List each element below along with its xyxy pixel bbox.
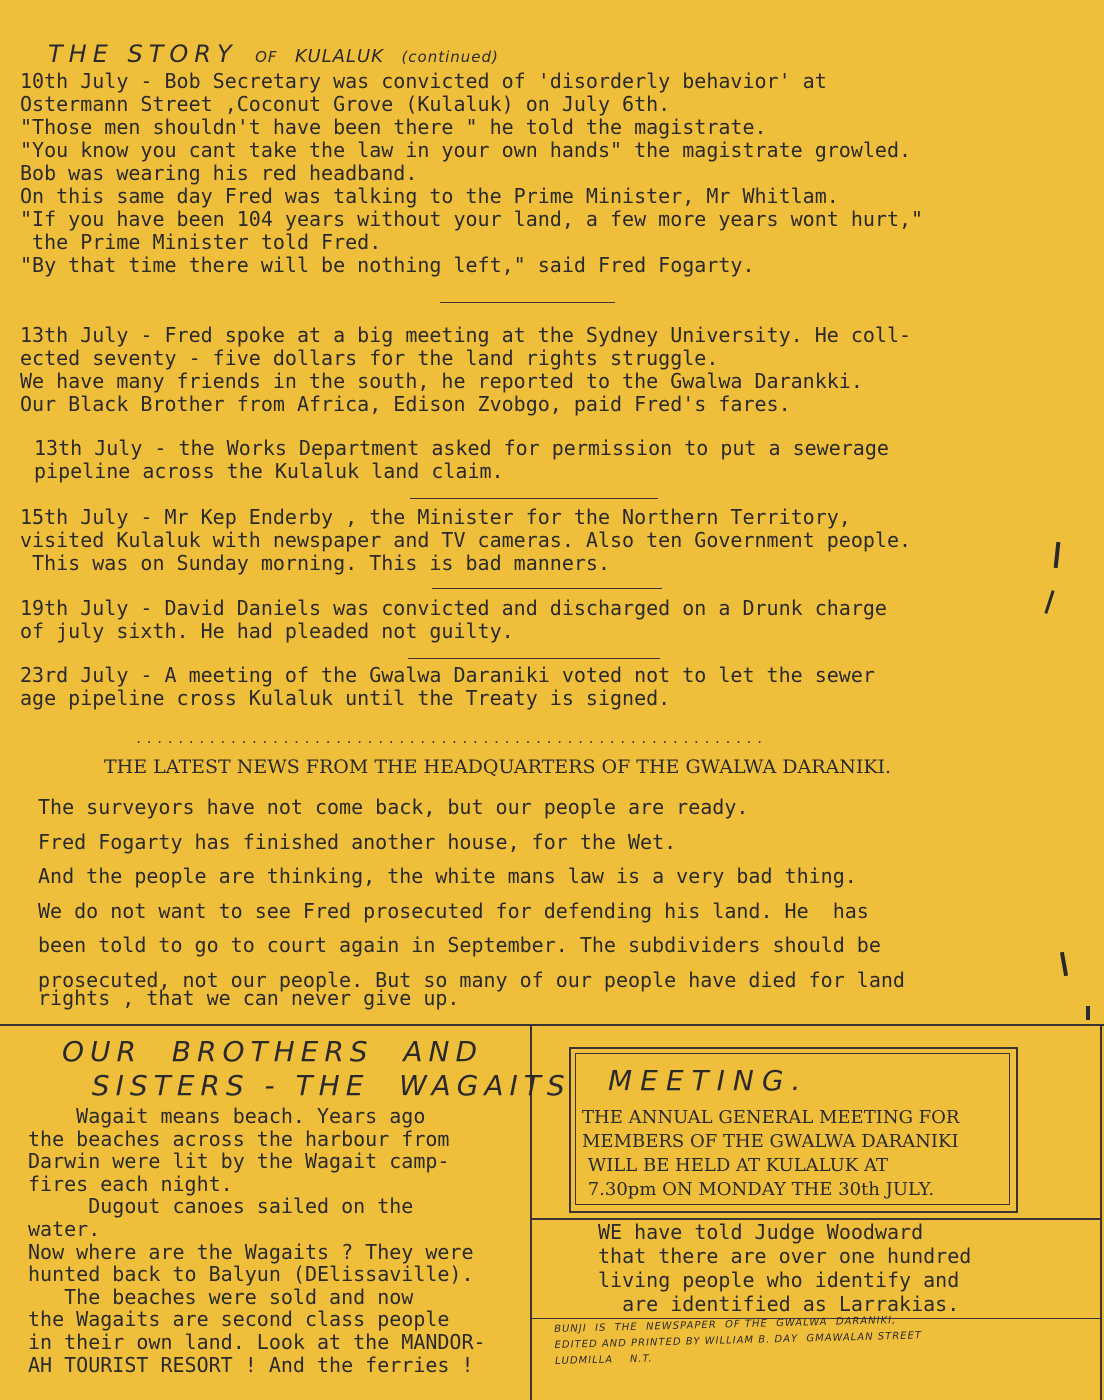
headquarters-heading: THE LATEST NEWS FROM THE HEADQUARTERS OF THE GWALWA DARANIKI. [104,756,892,778]
story-title-continued: (continued) [401,48,499,66]
colophon: BUNJI IS THE NEWSPAPER OF THE GWALWA DARANIKI, EDITED AND PRINTED BY WILLIAM B. DAY GMAWALAN STREET LUDMILLA N.T. [554,1315,923,1367]
headquarters-news: The surveyors have not come back, but our people are ready. Fred Fogarty has finished another house, for the Wet. And the people are thinking, the white mans law is a very bad thing. We do not want to see Fred prosecuted for defending his land. He has been told to go to court again in September. The subdividers should be prosecuted, not our people. But so many of our people have died for land [38,795,905,992]
meeting-details: THE ANNUAL GENERAL MEETING FOR MEMBERS OF THE GWALWA DARANIKI WILL BE HELD AT KULALUK AT 7.30pm ON MONDAY THE 30th JULY. [582,1107,960,1200]
entry-10th-july: 10th July - Bob Secretary was convicted of 'disorderly behavior' at Ostermann Street ,Coconut Grove (Kulaluk) on July 6th. "Those men shouldn't have been there " he told the magistrate. "You know you cant take the law in your own hands" the magistrate growled. Bob was wearing his red headband. On this same day Fred was talking to the Prime Minister, Mr Whitlam. "If you have been 104 years without your land, a few more years wont hurt," the Prime Minister told Fred. "By that time there will be nothing left," said Fred Fogarty. [20,69,924,277]
story-title-text: THE STORY [48,40,238,68]
entry-13th-july-works: 13th July - the Works Department asked for permission to put a sewerage pipeline across the Kulaluk land claim. [34,436,889,483]
story-title [48,40,499,68]
story-title-place: KULALUK [294,46,384,67]
story-title-of: OF [255,48,278,66]
divider [410,498,658,499]
headquarters-last-line: rights , that we can never give up. [38,986,460,1010]
entry-15th-july: 15th July - Mr Kep Enderby , the Minister for the Northern Territory, visited Kulaluk with newspaper and TV cameras. Also ten Government people. This was on Sunday morning. This is bad manners. [20,505,912,575]
margin-mark [1044,590,1054,614]
wagaits-article: Wagait means beach. Years ago the beaches across the harbour from Darwin were lit by the Wagait camp- fires each night. Dugout canoes sailed on the water. Now where are the Wagaits ? They were hunted back to Balyun (DElissaville). The beaches were sold and now the Wagaits are second class people in their own land. Look at the MANDOR- AH TOURIST RESORT ! And the ferries ! [28,1104,486,1377]
divider [408,658,660,659]
right-border [1100,1024,1102,1400]
dotted-separator: ............................................................ [135,732,767,746]
brothers-sisters-title: OUR BROTHERS AND SISTERS - THE WAGAITS [62,1035,571,1102]
section-divider [0,1024,1104,1026]
divider [432,588,662,589]
entry-13th-july-sydney: 13th July - Fred spoke at a big meeting at the Sydney University. He coll- ected seventy - five dollars for the land rights struggle. We have many friends in the south, he reported to the Gwalwa Darankki. Our Black Brother from Africa, Edison Zvobgo, paid Fred's fares. [20,323,912,416]
divider [440,302,615,303]
entry-23rd-july: 23rd July - A meeting of the Gwalwa Daraniki voted not to let the sewer age pipeline cross Kulaluk until the Treaty is signed. [20,663,875,710]
meeting-title: MEETING. [608,1064,809,1097]
entry-19th-july: 19th July - David Daniels was convicted and discharged on a Drunk charge of july sixth. He had pleaded not guilty. [20,596,887,643]
margin-mark [1054,542,1061,568]
margin-mark [1086,1006,1090,1020]
judge-woodward-note: WE have told Judge Woodward that there are over one hundred living people who identify and are identified as Larrakias. [598,1220,972,1316]
margin-mark [1060,952,1068,976]
